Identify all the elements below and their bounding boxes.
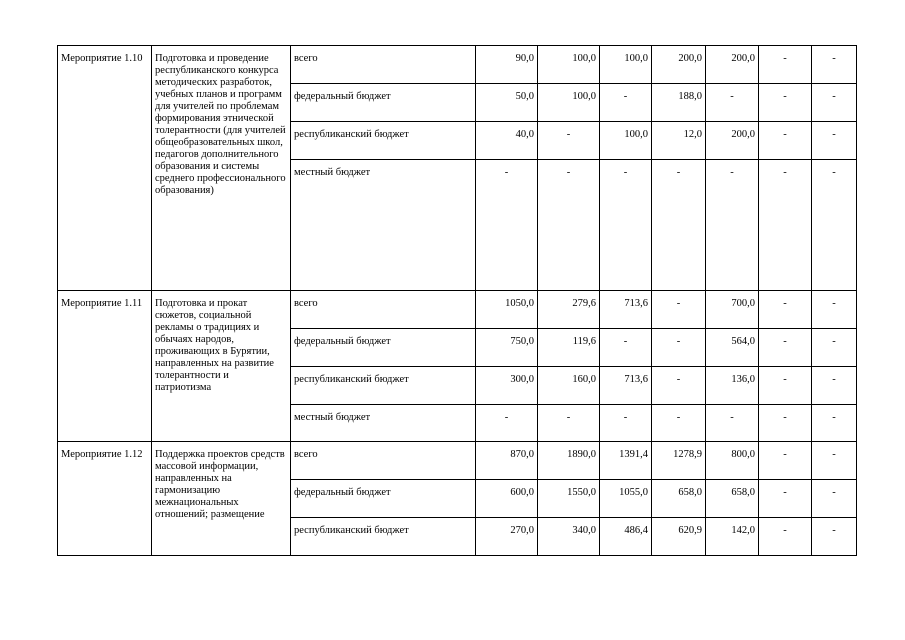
amount-cell: - <box>600 405 652 442</box>
amount-cell: 658,0 <box>706 480 759 518</box>
table-row <box>58 442 857 480</box>
amount-cell: - <box>812 329 857 367</box>
amount-cell: 1890,0 <box>538 442 600 480</box>
amount-cell: 700,0 <box>706 291 759 329</box>
table-row <box>58 291 857 329</box>
amount-cell: - <box>706 84 759 122</box>
amount-cell: 279,6 <box>538 291 600 329</box>
amount-cell: - <box>759 160 812 291</box>
amount-cell: 100,0 <box>538 46 600 84</box>
amount-cell: 658,0 <box>652 480 706 518</box>
amount-cell: - <box>759 480 812 518</box>
amount-cell: - <box>652 367 706 405</box>
funding-source-cell: местный бюджет <box>291 160 476 291</box>
amount-cell: - <box>759 84 812 122</box>
amount-cell: - <box>812 480 857 518</box>
funding-source-cell: республиканский бюджет <box>291 122 476 160</box>
funding-source-cell: федеральный бюджет <box>291 329 476 367</box>
event-cell: Мероприятие 1.12 <box>58 442 152 556</box>
amount-cell: 1055,0 <box>600 480 652 518</box>
amount-cell: 200,0 <box>706 46 759 84</box>
event-cell: Мероприятие 1.10 <box>58 46 152 291</box>
amount-cell: - <box>476 160 538 291</box>
amount-cell: - <box>759 367 812 405</box>
amount-cell: 100,0 <box>600 46 652 84</box>
amount-cell: - <box>600 329 652 367</box>
amount-cell: 750,0 <box>476 329 538 367</box>
amount-cell: 870,0 <box>476 442 538 480</box>
amount-cell: - <box>538 405 600 442</box>
amount-cell: - <box>812 518 857 556</box>
amount-cell: 564,0 <box>706 329 759 367</box>
amount-cell: 142,0 <box>706 518 759 556</box>
amount-cell: 200,0 <box>652 46 706 84</box>
amount-cell: 188,0 <box>652 84 706 122</box>
amount-cell: - <box>706 405 759 442</box>
amount-cell: 200,0 <box>706 122 759 160</box>
amount-cell: - <box>759 518 812 556</box>
amount-cell: - <box>759 291 812 329</box>
amount-cell: 40,0 <box>476 122 538 160</box>
amount-cell: - <box>812 442 857 480</box>
amount-cell: - <box>759 122 812 160</box>
amount-cell: 90,0 <box>476 46 538 84</box>
table-body <box>58 46 857 556</box>
amount-cell: - <box>812 367 857 405</box>
amount-cell: - <box>812 405 857 442</box>
amount-cell: - <box>812 122 857 160</box>
amount-cell: 100,0 <box>538 84 600 122</box>
amount-cell: 1050,0 <box>476 291 538 329</box>
funding-source-cell: федеральный бюджет <box>291 84 476 122</box>
budget-table <box>57 45 857 556</box>
amount-cell: 713,6 <box>600 367 652 405</box>
funding-source-cell: республиканский бюджет <box>291 518 476 556</box>
amount-cell: 800,0 <box>706 442 759 480</box>
amount-cell: 1391,4 <box>600 442 652 480</box>
amount-cell: - <box>812 291 857 329</box>
event-cell: Мероприятие 1.11 <box>58 291 152 442</box>
amount-cell: 12,0 <box>652 122 706 160</box>
amount-cell: 160,0 <box>538 367 600 405</box>
amount-cell: 620,9 <box>652 518 706 556</box>
amount-cell: - <box>812 46 857 84</box>
amount-cell: - <box>538 122 600 160</box>
amount-cell: - <box>600 160 652 291</box>
table-row <box>58 46 857 84</box>
funding-source-cell: местный бюджет <box>291 405 476 442</box>
amount-cell: - <box>706 160 759 291</box>
amount-cell: - <box>759 405 812 442</box>
event-description-cell: Поддержка проектов средств массовой информации, направленных на гармонизацию межнациональных отношений; размещение <box>152 442 291 556</box>
amount-cell: - <box>759 46 812 84</box>
amount-cell: 600,0 <box>476 480 538 518</box>
amount-cell: - <box>759 329 812 367</box>
amount-cell: - <box>652 405 706 442</box>
event-description-cell: Подготовка и прокат сюжетов, социальной рекламы о традициях и обычаях народов, проживающих в Бурятии, направленных на развитие толерантности и патриотизма <box>152 291 291 442</box>
amount-cell: 270,0 <box>476 518 538 556</box>
amount-cell: - <box>652 329 706 367</box>
amount-cell: - <box>812 84 857 122</box>
amount-cell: 100,0 <box>600 122 652 160</box>
funding-source-cell: всего <box>291 442 476 480</box>
funding-source-cell: федеральный бюджет <box>291 480 476 518</box>
funding-source-cell: всего <box>291 46 476 84</box>
amount-cell: - <box>759 442 812 480</box>
amount-cell: - <box>538 160 600 291</box>
amount-cell: 1278,9 <box>652 442 706 480</box>
amount-cell: 1550,0 <box>538 480 600 518</box>
amount-cell: - <box>652 291 706 329</box>
amount-cell: - <box>476 405 538 442</box>
amount-cell: - <box>652 160 706 291</box>
funding-source-cell: республиканский бюджет <box>291 367 476 405</box>
amount-cell: 486,4 <box>600 518 652 556</box>
event-description-cell: Подготовка и проведение республиканского конкурса методических разработок, учебных планов и программ для учителей по проблемам формирования этнической толерантности (для учителей общеобразовательных школ, педагогов дополнительного образования и системы среднего профессионального образования) <box>152 46 291 291</box>
funding-source-cell: всего <box>291 291 476 329</box>
amount-cell: 300,0 <box>476 367 538 405</box>
amount-cell: 340,0 <box>538 518 600 556</box>
amount-cell: 713,6 <box>600 291 652 329</box>
amount-cell: 119,6 <box>538 329 600 367</box>
amount-cell: 136,0 <box>706 367 759 405</box>
amount-cell: - <box>812 160 857 291</box>
amount-cell: - <box>600 84 652 122</box>
amount-cell: 50,0 <box>476 84 538 122</box>
